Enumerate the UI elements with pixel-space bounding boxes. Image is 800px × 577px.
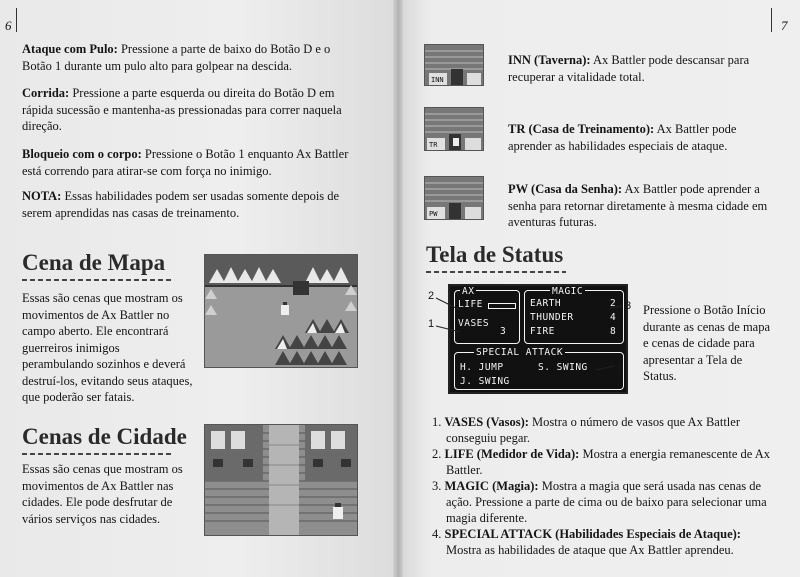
vases-count: 3: [500, 326, 507, 337]
inn-screenshot: [424, 44, 484, 86]
status-item-life: 2. LIFE (Medidor de Vida): Mostra a energia remanescente de Ax Battler.: [432, 447, 771, 477]
training-sign: TR: [429, 141, 438, 149]
move-jump-attack: Ataque com Pulo: Pressione a parte de baixo do Botão D e o Botão 1 durante um pulo alto para golpear na descida.: [22, 42, 331, 73]
city-scene-text: Essas são cenas que mostram os movimentos de Ax Battler nas cidades. Ele pode desfrutar de vários serviços nas cidades.: [22, 462, 183, 526]
inn-sign: INN: [431, 76, 444, 84]
callout-lines: [420, 284, 650, 394]
ax-label: AX: [462, 286, 475, 297]
status-item-special-attack: 4. SPECIAL ATTACK (Habilidades Especiais de Ataque): Mostra as habilidades de ataque que Ax Battler aprendeu.: [432, 527, 741, 557]
service-password: PW (Casa da Senha): Ax Battler pode aprender a senha para retornar diretamente à mesma cidade em aventuras futuras.: [508, 182, 768, 229]
city-scene-screenshot: [204, 424, 358, 536]
status-items-list: [432, 414, 777, 558]
special-s-swing: S. SWING: [538, 362, 588, 373]
city-scene-heading: Cenas de Cidade: [22, 424, 187, 455]
map-scene-screenshot: [204, 254, 358, 368]
page-number-left: 6: [5, 18, 12, 33]
status-instructions: Pressione o Botão Início durante as cenas de mapa e cenas de cidade para apresentar a Tela de Status.: [643, 303, 771, 383]
move-body-block: Bloqueio com o corpo: Pressione o Botão 1 enquanto Ax Battler está correndo para atirar-se com força no inimigo.: [22, 147, 349, 178]
map-scene-heading: Cena de Mapa: [22, 250, 172, 281]
password-sign: PW: [429, 210, 438, 218]
magic-earth: EARTH: [530, 298, 562, 309]
callout-2: 2: [428, 290, 435, 302]
move-note: NOTA: Essas habilidades podem ser usadas somente depois de serem aprendidas nas casas de treinamento.: [22, 189, 340, 220]
map-scene-text: Essas são cenas que mostram os movimentos de Ax Battler no campo aberto. Ele encontrará guerreiros inimigos perambulando sozinhos e deverá destruí-los, evitando seus ataques, que poderão ser fatais.: [22, 291, 193, 404]
service-training: TR (Casa de Treinamento): Ax Battler pode aprender as habilidades especiais de ataque.: [508, 122, 737, 153]
vases-label: VASES: [458, 318, 490, 329]
page-margin-mark: [16, 8, 17, 32]
move-run: Corrida: Pressione a parte esquerda ou direita do Botão D em rápida sucessão e mantenha-as pressionadas para correr naquela direção.: [22, 86, 342, 133]
service-inn: INN (Taverna): Ax Battler pode descansar para recuperar a vitalidade total.: [508, 53, 750, 84]
status-item-vases: 1. VASES (Vasos): Mostra o número de vasos que Ax Battler conseguiu pegar.: [432, 415, 740, 445]
book-fold: [393, 0, 403, 577]
magic-thunder-count: 4: [610, 312, 617, 323]
training-house-screenshot: [424, 107, 484, 151]
password-house-screenshot: [424, 176, 484, 220]
special-j-swing: J. SWING: [460, 376, 510, 387]
magic-earth-count: 2: [610, 298, 617, 309]
magic-fire-count: 8: [610, 326, 617, 337]
callout-1: 1: [428, 318, 435, 330]
callout-4: 4: [615, 361, 622, 373]
magic-fire: FIRE: [530, 326, 555, 337]
status-screen-heading: Tela de Status: [426, 242, 566, 273]
magic-label: MAGIC: [552, 286, 584, 297]
page-number-right: 7: [781, 18, 788, 33]
special-attack-label: SPECIAL ATTACK: [476, 347, 564, 358]
page-margin-mark: [771, 8, 772, 32]
left-page: [0, 0, 398, 577]
special-h-jump: H. JUMP: [460, 362, 504, 373]
status-item-magic: 3. MAGIC (Magia): Mostra a magia que será usada nas cenas de ação. Pressione a parte de cima ou de baixo para selecionar uma magia diferente.: [432, 479, 767, 525]
callout-3: 3: [625, 300, 632, 312]
life-label: LIFE: [458, 299, 483, 310]
magic-thunder: THUNDER: [530, 312, 574, 323]
